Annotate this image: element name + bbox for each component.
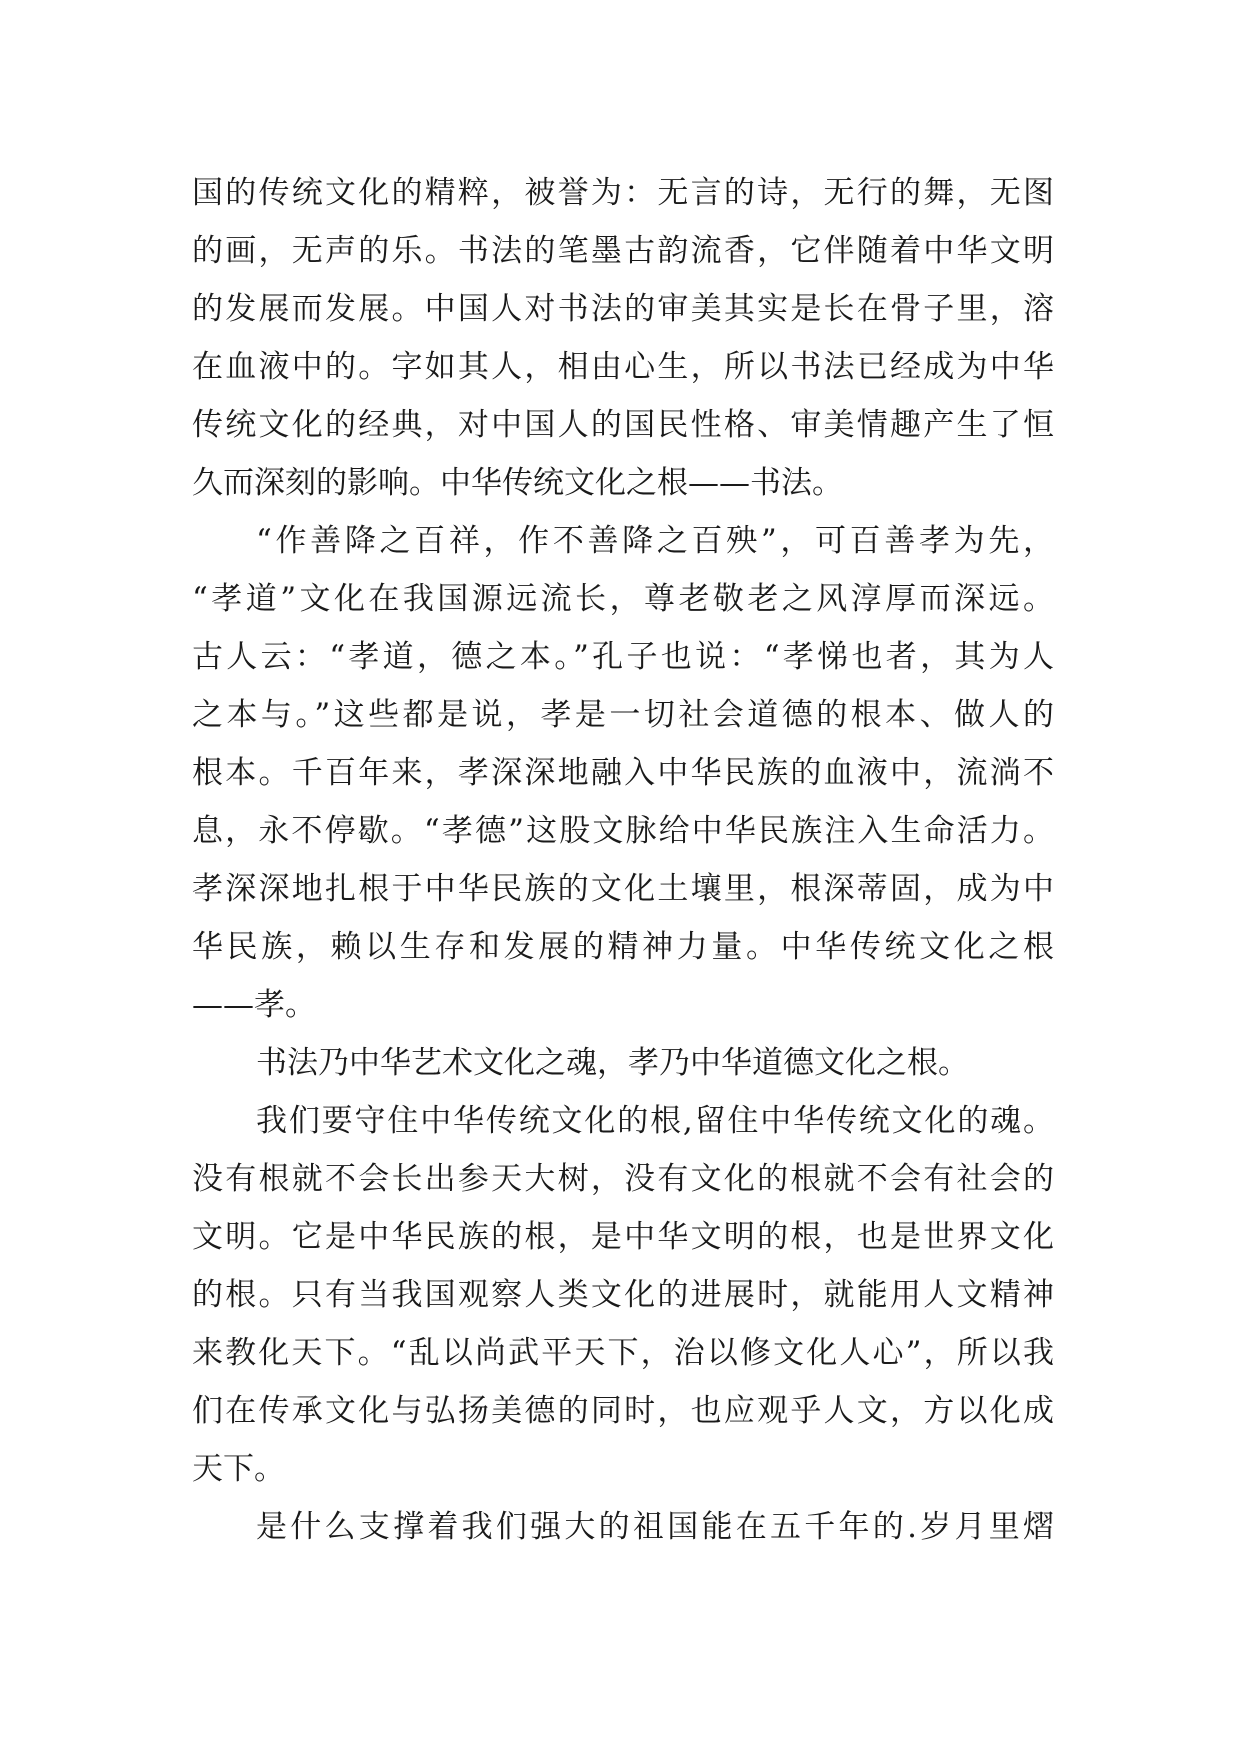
- document-body: [192, 164, 1054, 1556]
- text-line: 来教化天下。“乱以尚武平天下，治以修文化人心”，所以我: [192, 1335, 1054, 1371]
- text-line: 文明。它是中华民族的根，是中华文明的根，也是世界文化: [192, 1219, 1054, 1255]
- paragraph: [192, 1092, 1054, 1498]
- text-line: 天下。: [192, 1451, 285, 1487]
- text-line: 久而深刻的影响。中华传统文化之根——书法。: [192, 465, 843, 501]
- text-line: 的画，无声的乐。书法的笔墨古韵流香，它伴随着中华文明: [192, 233, 1054, 269]
- text-line: 在血液中的。字如其人，相由心生，所以书法已经成为中华: [192, 349, 1054, 385]
- text-line: 是什么支撑着我们强大的祖国能在五千年的.岁月里熠: [256, 1509, 1054, 1545]
- text-line: 们在传承文化与弘扬美德的同时，也应观乎人文，方以化成: [192, 1393, 1054, 1429]
- text-line: 我们要守住中华传统文化的根,留住中华传统文化的魂。: [256, 1103, 1054, 1139]
- text-line: 书法乃中华艺术文化之魂，孝乃中华道德文化之根。: [256, 1045, 969, 1081]
- text-line: ——孝。: [192, 987, 316, 1023]
- text-line: 之本与。”这些都是说，孝是一切社会道德的根本、做人的: [192, 697, 1054, 733]
- text-line: 根本。千百年来，孝深深地融入中华民族的血液中，流淌不: [192, 755, 1054, 791]
- paragraph: [192, 512, 1054, 1034]
- text-line: “作善降之百祥，作不善降之百殃”，可百善孝为先，: [256, 523, 1054, 559]
- text-line: 华民族，赖以生存和发展的精神力量。中华传统文化之根: [192, 929, 1054, 965]
- paragraph: [192, 1034, 1054, 1092]
- paragraph: [192, 164, 1054, 512]
- text-line: 孝深深地扎根于中华民族的文化土壤里，根深蒂固，成为中: [192, 871, 1054, 907]
- text-line: “孝道”文化在我国源远流长，尊老敬老之风淳厚而深远。: [192, 581, 1054, 617]
- text-line: 古人云：“孝道，德之本。”孔子也说：“孝悌也者，其为人: [192, 639, 1054, 675]
- text-line: 的根。只有当我国观察人类文化的进展时，就能用人文精神: [192, 1277, 1054, 1313]
- text-line: 没有根就不会长出参天大树，没有文化的根就不会有社会的: [192, 1161, 1054, 1197]
- paragraph: [192, 1498, 1054, 1556]
- text-line: 息，永不停歇。“孝德”这股文脉给中华民族注入生命活力。: [192, 813, 1054, 849]
- text-line: 的发展而发展。中国人对书法的审美其实是长在骨子里，溶: [192, 291, 1054, 327]
- text-line: 国的传统文化的精粹，被誉为：无言的诗，无行的舞，无图: [192, 175, 1054, 211]
- text-line: 传统文化的经典，对中国人的国民性格、审美情趣产生了恒: [192, 407, 1054, 443]
